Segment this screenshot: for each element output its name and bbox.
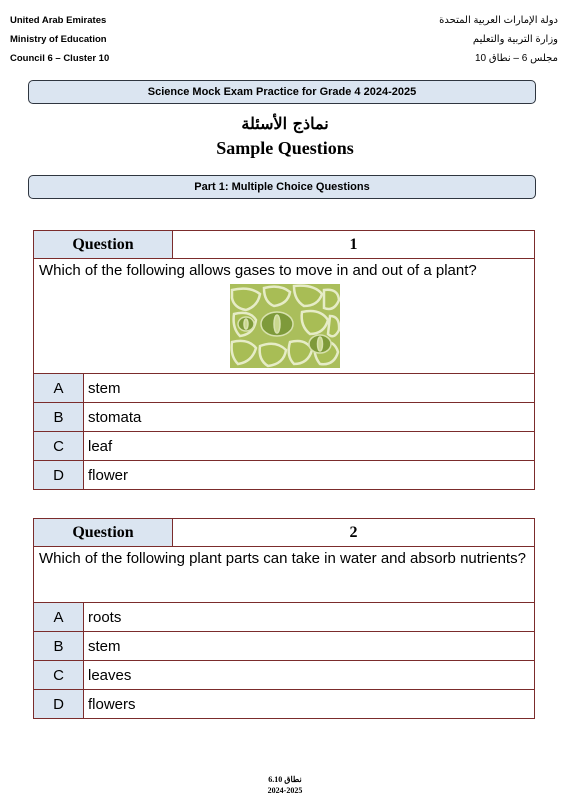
header-country-ar: دولة الإمارات العربية المتحدة	[439, 15, 558, 26]
option-text: stomata	[84, 403, 535, 432]
option-row[interactable]	[34, 403, 535, 432]
question-2-table	[33, 518, 535, 719]
question-label: Question	[34, 519, 173, 547]
header-ministry-ar: وزارة التربية والتعليم	[472, 34, 558, 45]
option-row[interactable]	[34, 374, 535, 403]
option-text: flower	[84, 461, 535, 490]
option-text: flowers	[84, 690, 535, 719]
option-letter: B	[34, 403, 84, 432]
option-row[interactable]	[34, 432, 535, 461]
option-text: leaves	[84, 661, 535, 690]
stomata-image	[230, 284, 340, 368]
footer-year: 2024-2025	[267, 786, 303, 795]
header-right	[439, 11, 558, 68]
option-text: roots	[84, 603, 535, 632]
option-row[interactable]	[34, 461, 535, 490]
question-text: Which of the following allows gases to move in and out of a plant?	[39, 262, 477, 279]
header-left	[10, 11, 109, 68]
question-1-table	[33, 230, 535, 490]
question-number: 1	[173, 231, 535, 259]
option-letter: D	[34, 690, 84, 719]
option-letter: D	[34, 461, 84, 490]
option-letter: C	[34, 432, 84, 461]
footer-cluster: نطاق 6.10	[268, 775, 302, 784]
option-text: stem	[84, 374, 535, 403]
part-label-banner: Part 1: Multiple Choice Questions	[28, 175, 536, 199]
exam-title-banner: Science Mock Exam Practice for Grade 4 2024-2025	[28, 80, 536, 104]
header-council-ar: مجلس 6 – نطاق 10	[474, 53, 558, 64]
option-letter: A	[34, 603, 84, 632]
option-row[interactable]	[34, 690, 535, 719]
question-number: 2	[173, 519, 535, 547]
option-row[interactable]	[34, 661, 535, 690]
option-letter: A	[34, 374, 84, 403]
question-1-stem	[34, 259, 535, 374]
option-letter: C	[34, 661, 84, 690]
page-title: Sample Questions	[216, 138, 354, 158]
header-ministry-en: Ministry of Education	[10, 34, 107, 45]
question-text: Which of the following plant parts can take in water and absorb nutrients?	[34, 547, 535, 603]
header-council-en: Council 6 – Cluster 10	[10, 53, 110, 64]
option-row[interactable]	[34, 603, 535, 632]
option-text: leaf	[84, 432, 535, 461]
option-letter: B	[34, 632, 84, 661]
page-footer	[0, 774, 570, 796]
page-title-arabic: نماذج الأسئلة	[241, 114, 329, 133]
header-country-en: United Arab Emirates	[10, 15, 107, 26]
option-row[interactable]	[34, 632, 535, 661]
question-label: Question	[34, 231, 173, 259]
option-text: stem	[84, 632, 535, 661]
